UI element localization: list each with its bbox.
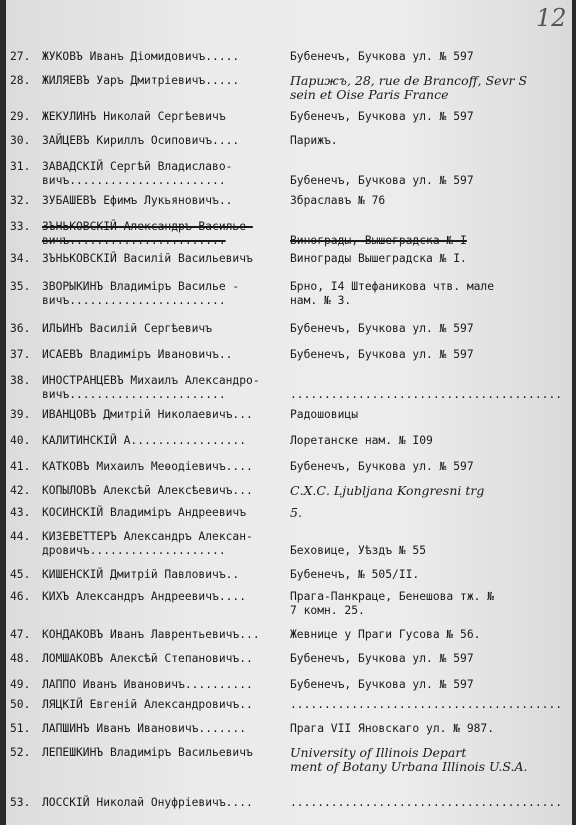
entry-number: 32. <box>10 194 31 207</box>
document-page <box>6 0 572 825</box>
entry-address-continued: нам. № 3. <box>290 294 352 307</box>
entry-address: Радошовицы <box>290 408 359 421</box>
entry-name: ЖИЛЯЕВЪ Уаръ Дмитріевичъ..... <box>42 74 240 87</box>
entry-address: Прага VII Яновскаго ул. № 987. <box>290 722 495 735</box>
entry-name: ЛЯЦКІЙ Евгеній Александровичъ.. <box>42 698 253 711</box>
entry-number: 31. <box>10 160 31 173</box>
entry-address: Бубенечъ, Бучкова ул. № 597 <box>290 50 474 63</box>
entry-name: КОПЫЛОВЪ Алексѣй Алексѣевичъ... <box>42 484 253 497</box>
entry-number: 37. <box>10 348 31 361</box>
entry-address: Винограды Вышеградска № I. <box>290 252 467 265</box>
entry-address: Парижъ. <box>290 134 338 147</box>
entry-name-continued: вичъ....................... <box>42 234 226 247</box>
entry-address: Прага-Панкраце, Бенешова тж. № <box>290 590 495 603</box>
page-number: 12 <box>536 4 567 32</box>
entry-name-continued: вичъ....................... <box>42 388 226 401</box>
entry-address-continued: 7 комн. 25. <box>290 604 365 617</box>
entry-name: ИВАНЦОВЪ Дмитрій Николаевичъ... <box>42 408 253 421</box>
entry-address-continued: ........................................ <box>290 388 563 401</box>
entry-address: Жевнице у Праги Гусова № 56. <box>290 628 481 641</box>
entry-name: ЖЕКУЛИНЪ Николай Сергѣевичъ <box>42 110 226 123</box>
entry-number: 51. <box>10 722 31 735</box>
entry-name: ИСАЕВЪ Владиміръ Ивановичъ.. <box>42 348 233 361</box>
entry-number: 30. <box>10 134 31 147</box>
entry-number: 34. <box>10 252 31 265</box>
entry-name-continued: дровичъ.................... <box>42 544 226 557</box>
entry-name: ЗУБАШЕВЪ Ефимъ Лукьяновичъ.. <box>42 194 233 207</box>
entry-address: Бубенечъ, Бучкова ул. № 597 <box>290 348 474 361</box>
entry-address: University of Illinois Depart <box>290 745 467 760</box>
entry-name: ЛАПШИНЪ Иванъ Ивановичъ....... <box>42 722 247 735</box>
entry-number: 43. <box>10 506 31 519</box>
entry-number: 38. <box>10 374 31 387</box>
entry-number: 50. <box>10 698 31 711</box>
entry-name: ЛОССКІЙ Николай Онуфріевичъ.... <box>42 796 253 809</box>
entry-name: КИЗЕВЕТТЕРЪ Александръ Алексан- <box>42 530 253 543</box>
entry-number: 29. <box>10 110 31 123</box>
entry-name: КИХЪ Александръ Андреевичъ.... <box>42 590 247 603</box>
entry-name: КОНДАКОВЪ Иванъ Лаврентьевичъ... <box>42 628 260 641</box>
entry-name: ЗАЙЦЕВЪ Кириллъ Осиповичъ.... <box>42 134 240 147</box>
entry-name: ЗАВАДСКІЙ Сергѣй Владиславо- <box>42 160 233 173</box>
entry-name: ЛАППО Иванъ Ивановичъ.......... <box>42 678 253 691</box>
entry-number: 33. <box>10 220 31 233</box>
entry-address-continued: Беховице, Уѣздъ № 55 <box>290 544 427 557</box>
entry-number: 27. <box>10 50 31 63</box>
entry-address: Бубенечъ, Бучкова ул. № 597 <box>290 678 474 691</box>
entry-address: Бубенечъ, Бучкова ул. № 597 <box>290 322 474 335</box>
entry-number: 52. <box>10 746 31 759</box>
entry-name: ЗВОРЫКИНЪ Владиміръ Василье - <box>42 280 240 293</box>
entry-address: Бубенечъ, Бучкова ул. № 597 <box>290 110 474 123</box>
entry-number: 28. <box>10 74 31 87</box>
entry-address: Бубенечъ, № 505/II. <box>290 568 420 581</box>
entry-address: ........................................ <box>290 698 563 711</box>
entry-number: 45. <box>10 568 31 581</box>
entry-number: 44. <box>10 530 31 543</box>
entry-number: 49. <box>10 678 31 691</box>
entry-name: КИШЕНСКІЙ Дмитрій Павловичъ.. <box>42 568 240 581</box>
entry-address: Збраславъ № 76 <box>290 194 386 207</box>
entry-name-continued: вичъ....................... <box>42 294 226 307</box>
entry-number: 42. <box>10 484 31 497</box>
entry-name: ЖУКОВЪ Иванъ Діомидовичъ..... <box>42 50 240 63</box>
entry-address: С.Х.С. Ljubljana Kongresni trg <box>290 483 485 498</box>
entry-number: 41. <box>10 460 31 473</box>
entry-number: 47. <box>10 628 31 641</box>
entry-address: Лоретанске нам. № I09 <box>290 434 433 447</box>
entry-number: 53. <box>10 796 31 809</box>
entry-address-continued: Винограды, Вышеградска № I <box>290 234 467 247</box>
entry-address: Парижъ, 28, rue de Brancoff, Sevr S <box>290 73 528 88</box>
entry-number: 48. <box>10 652 31 665</box>
entry-name-continued: вичъ....................... <box>42 174 226 187</box>
entry-address: Брно, I4 Штефаникова чтв. мале <box>290 280 495 293</box>
entry-number: 35. <box>10 280 31 293</box>
entry-address: Бубенечъ, Бучкова ул. № 597 <box>290 652 474 665</box>
entry-number: 46. <box>10 590 31 603</box>
entry-address: ........................................ <box>290 796 563 809</box>
entry-address: 5. <box>290 505 302 520</box>
entry-number: 36. <box>10 322 31 335</box>
entry-address-continued: Бубенечъ, Бучкова ул. № 597 <box>290 174 474 187</box>
entry-name: КАТКОВЪ Михаилъ Меѳодіевичъ.... <box>42 460 253 473</box>
entry-name: ЛЕПЕШКИНЪ Владиміръ Васильевичъ <box>42 746 253 759</box>
entry-name: ЗЪНЬКОВСКІЙ Александръ Василье- <box>42 220 253 233</box>
entry-address-continued: sein et Oise Paris France <box>290 87 449 102</box>
entry-name: ЗЪНЬКОВСКІЙ Василій Васильевичъ <box>42 252 253 265</box>
entry-number: 39. <box>10 408 31 421</box>
entry-name: КОСИНСКІЙ Владиміръ Андреевичъ <box>42 506 247 519</box>
entry-name: КАЛИТИНСКІЙ А................. <box>42 434 247 447</box>
entry-number: 40. <box>10 434 31 447</box>
entry-name: ИЛЬИНЪ Василій Сергѣевичъ <box>42 322 213 335</box>
entry-name: ЛОМШАКОВЪ Алексѣй Степановичъ.. <box>42 652 253 665</box>
entry-address-continued: ment of Botany Urbana Illinois U.S.A. <box>290 759 528 774</box>
entry-address: Бубенечъ, Бучкова ул. № 597 <box>290 460 474 473</box>
entry-name: ИНОСТРАНЦЕВЪ Михаилъ Александро- <box>42 374 260 387</box>
